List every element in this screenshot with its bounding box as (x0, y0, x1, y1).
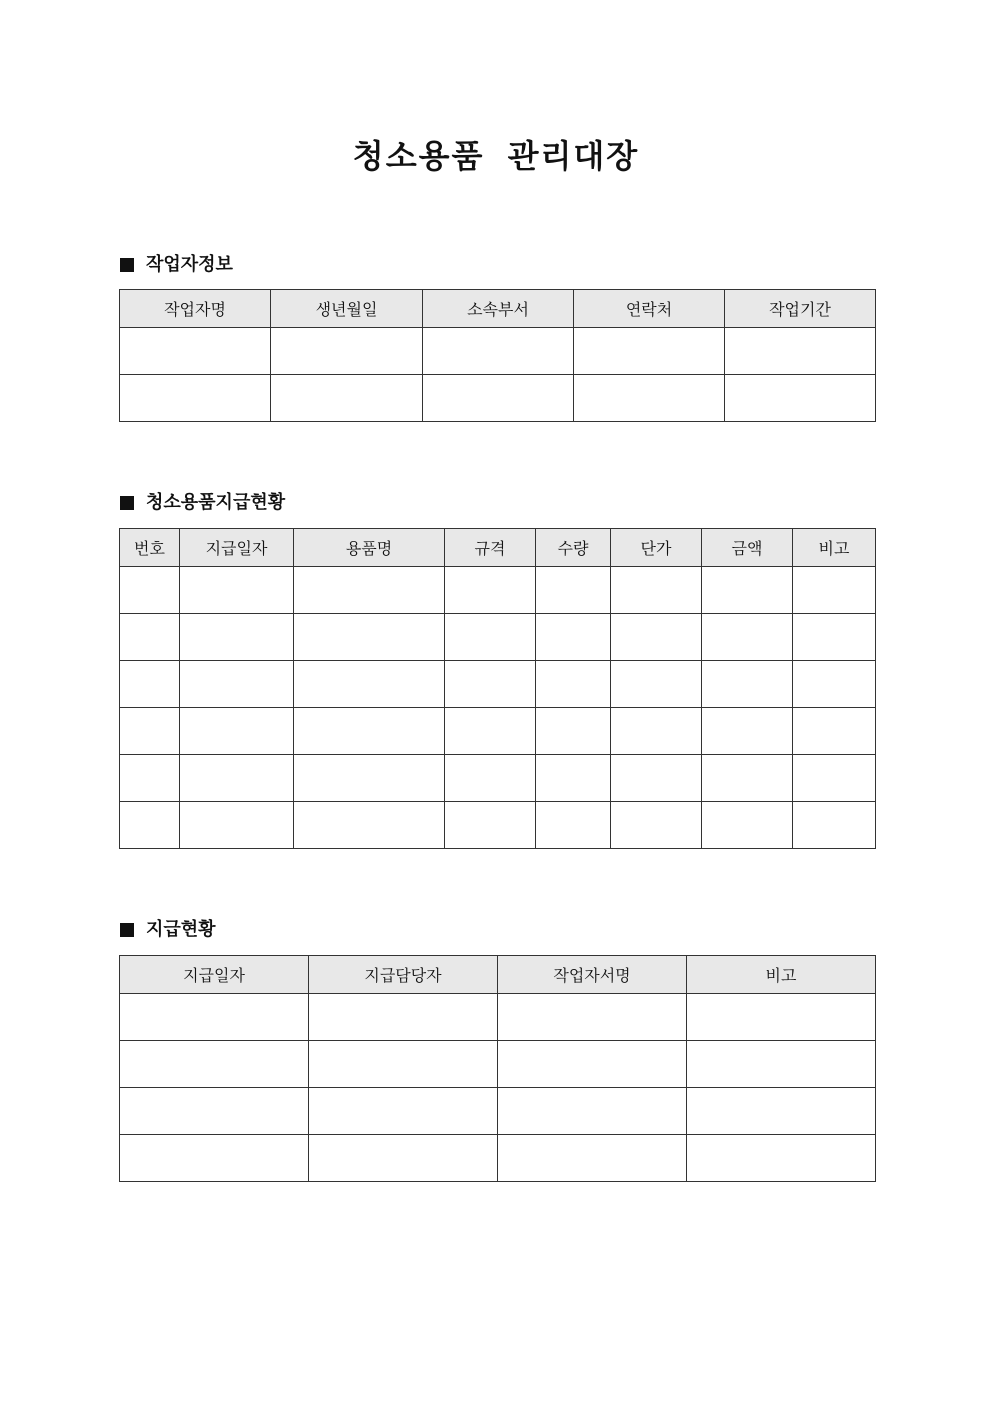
column-header-item-name: 용품명 (294, 529, 445, 567)
section-heading-label: 작업자정보 (146, 254, 233, 275)
table-cell[interactable] (611, 802, 702, 849)
column-header-issuer: 지급담당자 (309, 956, 498, 994)
column-header-spec: 규격 (445, 529, 536, 567)
table-row (120, 1135, 876, 1182)
table-cell[interactable] (725, 328, 876, 375)
square-bullet-icon (120, 496, 134, 510)
table-cell[interactable] (611, 614, 702, 661)
table-cell[interactable] (793, 708, 876, 755)
table-cell[interactable] (120, 328, 271, 375)
table-cell[interactable] (498, 994, 687, 1041)
column-header-issue-date: 지급일자 (180, 529, 294, 567)
table-cell[interactable] (120, 375, 271, 422)
table-cell[interactable] (611, 661, 702, 708)
table-row (120, 994, 876, 1041)
table-cell[interactable] (725, 375, 876, 422)
table-cell[interactable] (180, 661, 294, 708)
table-cell[interactable] (574, 375, 725, 422)
table-row (120, 375, 876, 422)
column-header-unit-price: 단가 (611, 529, 702, 567)
table-cell[interactable] (294, 614, 445, 661)
table-cell[interactable] (687, 1135, 876, 1182)
table-row (120, 802, 876, 849)
table-cell[interactable] (611, 708, 702, 755)
table-row (120, 661, 876, 708)
table-cell[interactable] (180, 567, 294, 614)
table-cell[interactable] (309, 1135, 498, 1182)
table-cell[interactable] (498, 1135, 687, 1182)
table-row (120, 1041, 876, 1088)
column-header-worker-name: 작업자명 (120, 290, 271, 328)
section-heading-supply (120, 491, 285, 515)
table-cell[interactable] (793, 755, 876, 802)
table-cell[interactable] (702, 802, 793, 849)
issue-status-table (119, 955, 876, 1182)
table-cell[interactable] (180, 614, 294, 661)
table-cell[interactable] (294, 661, 445, 708)
table-cell[interactable] (445, 755, 536, 802)
table-cell[interactable] (120, 1135, 309, 1182)
table-cell[interactable] (423, 328, 574, 375)
document-title: 청소용품 관리대장 (352, 137, 640, 175)
supply-issue-table (119, 528, 876, 849)
table-cell[interactable] (611, 567, 702, 614)
table-cell[interactable] (294, 567, 445, 614)
table-row (120, 614, 876, 661)
table-row (120, 328, 876, 375)
table-cell[interactable] (687, 994, 876, 1041)
table-cell[interactable] (536, 567, 611, 614)
table-cell[interactable] (309, 1041, 498, 1088)
table-cell[interactable] (294, 755, 445, 802)
table-cell[interactable] (445, 661, 536, 708)
table-cell[interactable] (120, 567, 180, 614)
table-cell[interactable] (498, 1088, 687, 1135)
column-header-department: 소속부서 (423, 290, 574, 328)
table-cell[interactable] (536, 614, 611, 661)
section-heading-label: 청소용품지급현황 (146, 492, 286, 513)
table-cell[interactable] (574, 328, 725, 375)
table-cell[interactable] (536, 661, 611, 708)
table-cell[interactable] (536, 802, 611, 849)
table-header-row (120, 529, 876, 567)
column-header-number: 번호 (120, 529, 180, 567)
table-cell[interactable] (702, 755, 793, 802)
square-bullet-icon (120, 258, 134, 272)
table-cell[interactable] (294, 708, 445, 755)
table-cell[interactable] (702, 567, 793, 614)
section-heading-issue (120, 918, 216, 942)
table-cell[interactable] (180, 708, 294, 755)
table-cell[interactable] (687, 1041, 876, 1088)
square-bullet-icon (120, 923, 134, 937)
table-cell[interactable] (120, 708, 180, 755)
table-cell[interactable] (611, 755, 702, 802)
column-header-worker-signature: 작업자서명 (498, 956, 687, 994)
table-cell[interactable] (793, 567, 876, 614)
table-cell[interactable] (498, 1041, 687, 1088)
table-cell[interactable] (793, 661, 876, 708)
column-header-amount: 금액 (702, 529, 793, 567)
table-cell[interactable] (445, 567, 536, 614)
table-cell[interactable] (536, 708, 611, 755)
table-cell[interactable] (271, 375, 423, 422)
column-header-work-period: 작업기간 (725, 290, 876, 328)
table-cell[interactable] (702, 708, 793, 755)
table-cell[interactable] (120, 994, 309, 1041)
table-cell[interactable] (687, 1088, 876, 1135)
table-cell[interactable] (120, 802, 180, 849)
table-cell[interactable] (120, 661, 180, 708)
column-header-issue-date: 지급일자 (120, 956, 309, 994)
table-cell[interactable] (120, 614, 180, 661)
table-cell[interactable] (445, 708, 536, 755)
table-cell[interactable] (180, 802, 294, 849)
table-header-row (120, 290, 876, 328)
table-cell[interactable] (309, 994, 498, 1041)
column-header-remarks: 비고 (687, 956, 876, 994)
column-header-contact: 연락처 (574, 290, 725, 328)
table-cell[interactable] (294, 802, 445, 849)
column-header-quantity: 수량 (536, 529, 611, 567)
section-heading-worker (120, 253, 233, 277)
table-row (120, 755, 876, 802)
table-cell[interactable] (271, 328, 423, 375)
table-cell[interactable] (120, 1041, 309, 1088)
section-heading-label: 지급현황 (146, 919, 216, 940)
table-cell[interactable] (120, 1088, 309, 1135)
table-cell[interactable] (180, 755, 294, 802)
worker-info-table (119, 289, 876, 422)
table-cell[interactable] (120, 755, 180, 802)
table-cell[interactable] (536, 755, 611, 802)
table-cell[interactable] (702, 661, 793, 708)
table-row (120, 1088, 876, 1135)
table-cell[interactable] (423, 375, 574, 422)
table-cell[interactable] (309, 1088, 498, 1135)
table-cell[interactable] (793, 614, 876, 661)
table-cell[interactable] (702, 614, 793, 661)
table-header-row (120, 956, 876, 994)
column-header-remarks: 비고 (793, 529, 876, 567)
table-cell[interactable] (445, 614, 536, 661)
table-row (120, 708, 876, 755)
table-cell[interactable] (445, 802, 536, 849)
table-row (120, 567, 876, 614)
table-cell[interactable] (793, 802, 876, 849)
column-header-birth-date: 생년월일 (271, 290, 423, 328)
